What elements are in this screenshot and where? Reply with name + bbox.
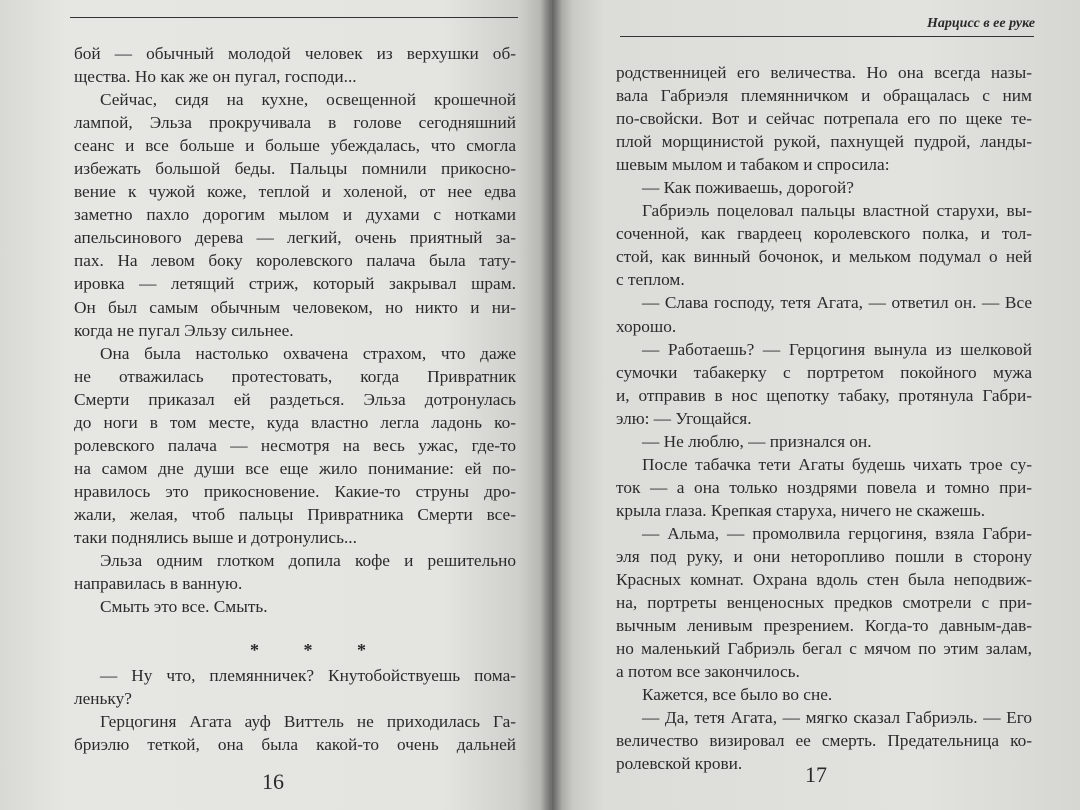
text-line: на самом дне души все еще жило понимание: ей по-	[74, 458, 516, 478]
page-number-right: 17	[805, 762, 827, 787]
text-line: ток — а она только ноздрями повела и томно при-	[616, 477, 1032, 497]
text-line: апельсинового дерева — легкий, очень приятный за-	[74, 228, 516, 248]
text-line: — Не люблю, — признался он.	[642, 431, 872, 451]
running-head: Нарцисс в ее руке	[927, 16, 1035, 31]
text-line: Герцогиня Агата ауф Виттель не приходилась Га-	[100, 712, 516, 732]
text-line: шевым мылом и табаком и спросила:	[616, 155, 890, 175]
header-rule-right	[620, 36, 1034, 37]
text-line: — Работаешь? — Герцогиня вынула из шелковой	[642, 339, 1032, 359]
text-line: а потом все закончилось.	[616, 662, 800, 682]
text-line: Смерти приказал ей раздеться. Эльза дотронулась	[74, 389, 516, 409]
text-line: когда не пугал Эльзу сильнее.	[74, 320, 294, 340]
text-line: — Альма, — промолвила герцогиня, взяла Габри-	[642, 523, 1032, 543]
text-line: ировка — летящий стриж, который закрывал шрам.	[74, 274, 516, 294]
text-line: избежать большой беды. Пальцы помнили прикосно-	[74, 159, 516, 179]
book-gutter	[540, 0, 562, 810]
right-page-text	[616, 61, 1032, 775]
text-line: эля под руку, и они неторопливо пошли в сторону	[616, 546, 1032, 566]
text-line: родственницей его величества. Но она всегда назы-	[616, 63, 1032, 82]
text-line: После табачка тети Агаты будешь чихать трое су-	[642, 454, 1032, 474]
text-line: стой, как винный бочонок, и мельком подумал о ней	[616, 247, 1032, 267]
text-line: Он был самым обычным человеком, но никто и ни-	[74, 297, 516, 317]
text-line: — Да, тетя Агата, — мягко сказал Габриэль. — Его	[642, 708, 1032, 728]
text-line: Кажется, все было во сне.	[642, 685, 833, 705]
text-line: нравилось это прикосновение. Какие-то струны дро-	[74, 481, 516, 501]
text-line: Сейчас, сидя на кухне, освещенной крошечной	[100, 90, 516, 110]
text-line: заметно пахло дорогим мылом и духами с нотками	[74, 205, 516, 225]
text-line: бриэлю теткой, она была какой-то очень дальней	[74, 735, 516, 755]
blank-line	[74, 618, 516, 641]
text-line: жали, желая, чтоб пальцы Привратника Смерти все-	[74, 504, 516, 524]
header-rule-left	[70, 17, 518, 18]
text-line: сумочки табакерку с портретом покойного мужа	[616, 362, 1032, 382]
text-line: Эльза одним глотком допила кофе и решительно	[100, 551, 516, 571]
text-line: ролевской крови.	[616, 754, 743, 774]
text-line: но маленький Габриэль бегал с мячом по этим залам,	[616, 639, 1032, 659]
text-line: с теплом.	[616, 270, 685, 290]
text-line: Смыть это все. Смыть.	[100, 597, 268, 617]
text-line: лампой, Эльза прокручивала в голове сегодняшний	[74, 113, 516, 133]
text-line: до ноги в том месте, куда властно легла ладонь ко-	[74, 412, 516, 432]
text-line: — Слава господу, тетя Агата, — ответил он. — Все	[642, 293, 1032, 313]
text-line: вение к чужой коже, теплой и холеной, от нее едва	[74, 182, 516, 202]
text-line: бой — обычный молодой человек из верхушки об-	[74, 44, 516, 63]
text-line: пах. На левом боку королевского палача была тату-	[74, 251, 516, 271]
text-line: направилась в ванную.	[74, 574, 243, 594]
text-line: по-свойски. Вот и сейчас потрепала его по щеке те-	[616, 109, 1032, 129]
text-line: хорошо.	[616, 316, 677, 336]
text-line: и, отправив в нос щепотку табаку, протянула Габри-	[616, 385, 1032, 405]
text-line: ролевского палача — несмотря на весь ужас, где-то	[74, 435, 516, 455]
text-line: крыла глаза. Крепкая старуха, ничего не скажешь.	[616, 500, 986, 520]
text-line: щества. Но как же он пугал, господи...	[74, 67, 357, 87]
text-line: на, портреты венценосных предков смотрели с при-	[616, 593, 1032, 613]
text-line: вычным ленивым презрением. Когда-то давным-дав-	[616, 616, 1032, 636]
page-number-left: 16	[262, 769, 284, 794]
text-line: элю: — Угощайся.	[616, 408, 752, 428]
text-line: леньку?	[74, 689, 132, 709]
text-line: Красных комнат. Охрана вдоль стен была неподвиж-	[616, 570, 1032, 590]
section-separator: * * *	[250, 640, 386, 660]
text-line: — Ну что, племянничек? Кнутобойствуешь пома-	[100, 666, 516, 686]
text-line: Она была настолько охвачена страхом, что даже	[100, 343, 516, 363]
text-line: сеанс и все больше и больше убеждалась, что смогла	[74, 136, 516, 156]
text-line: Габриэль поцеловал пальцы властной старухи, вы-	[642, 201, 1032, 221]
text-line: величество визировал ее смерть. Предательница ко-	[616, 731, 1032, 751]
text-line: соченной, как гвардеец королевского полка, и тол-	[616, 224, 1032, 244]
text-line: плой морщинистой рукой, пахнущей пудрой, ланды-	[616, 132, 1032, 152]
text-line: не отважилась протестовать, когда Привратник	[74, 366, 516, 386]
text-line: — Как поживаешь, дорогой?	[642, 178, 854, 198]
text-line: таки поднялись выше и дотронулись...	[74, 527, 357, 547]
text-line: вала Габриэля племянничком и обращалась с ним	[616, 86, 1032, 106]
